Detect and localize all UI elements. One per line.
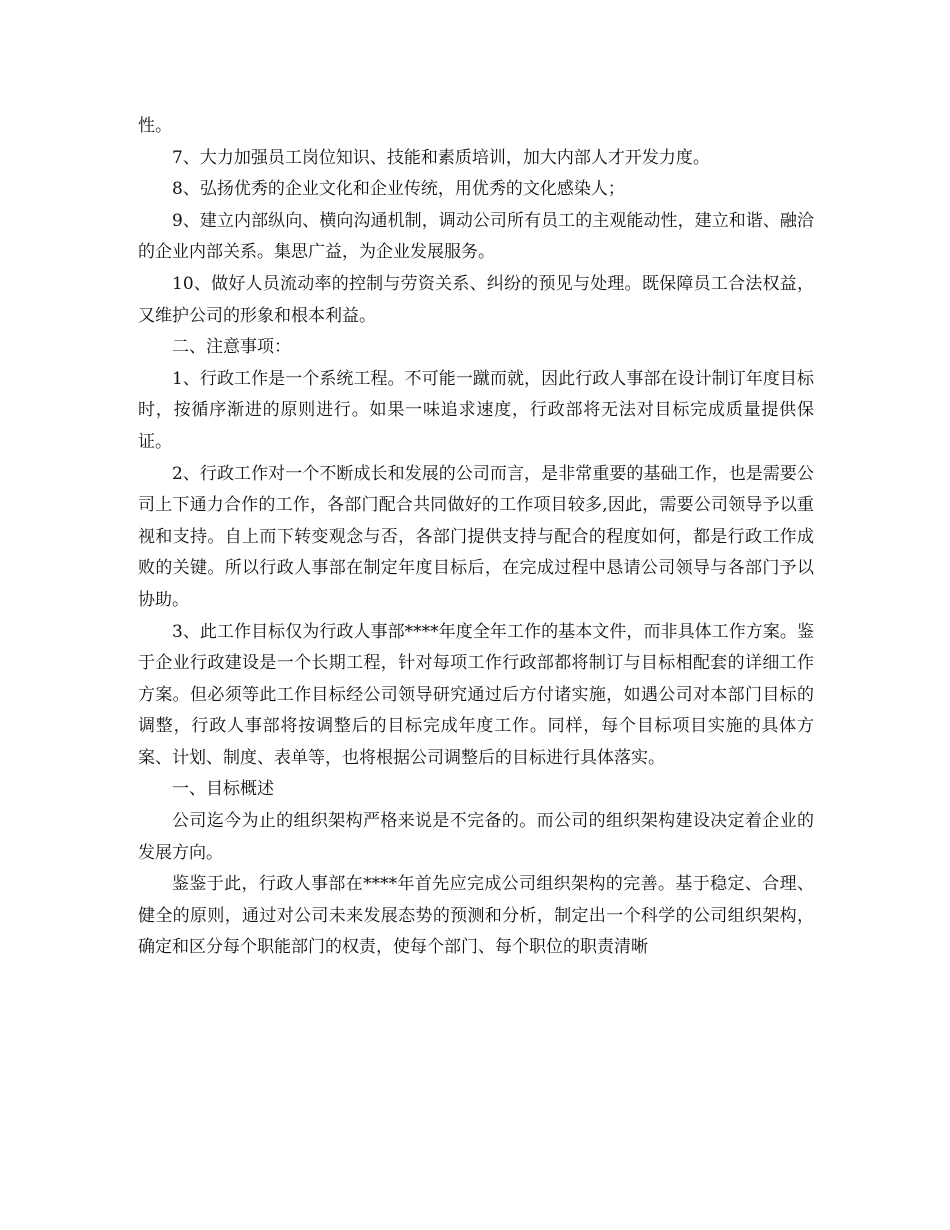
paragraph-item-7: 7、大力加强员工岗位知识、技能和素质培训，加大内部人才开发力度。 [172,147,710,168]
section-heading-notes: 二、注意事项： [172,337,291,358]
paragraph-continuation: 性。 [138,116,172,136]
paragraph-item-10: 10、做好人员流动率的控制与劳资关系、纠纷的预见与处理。既保障员工合法权益，又维护公司的形象和根本利益。 [138,273,814,326]
paragraph-note-1: 1、行政工作是一个系统工程。不可能一蹴而就，因此行政人事部在设计制订年度目标时，按循序渐进的原则进行。如果一味追求速度，行政部将无法对目标完成质量提供保证。 [138,368,814,452]
paragraph-note-3: 3、此工作目标仅为行政人事部****年度全年工作的基本文件，而非具体工作方案。鉴于企业行政建设是一个长期工程，针对每项工作行政部都将制订与目标相配套的详细工作方案。但必须等此工作目标经公司领导研究通过后方付诸实施，如遇公司对本部门目标的调整，行政人事部将按调整后的目标完成年度工作。同样，每个目标项目实施的具体方案、计划、制度、表单等，也将根据公司调整后的目标进行具体落实。 [138,621,814,768]
paragraph-overview-2: 鉴鉴于此，行政人事部在****年首先应完成公司组织架构的完善。基于稳定、合理、健全的原则，通过对公司未来发展态势的预测和分析，制定出一个科学的公司组织架构，确定和区分每个职能部门的权责，使每个部门、每个职位的职责清晰 [138,874,814,958]
section-heading-overview: 一、目标概述 [172,779,274,800]
paragraph-item-9: 9、建立内部纵向、横向沟通机制，调动公司所有员工的主观能动性，建立和谐、融洽的企业内部关系。集思广益，为企业发展服务。 [138,210,814,263]
paragraph-note-2: 2、行政工作对一个不断成长和发展的公司而言，是非常重要的基础工作，也是需要公司上下通力合作的工作，各部门配合共同做好的工作项目较多,因此，需要公司领导予以重视和支持。自上而下转变观念与否，各部门提供支持与配合的程度如何，都是行政工作成败的关键。所以行政人事部在制定年度目标后，在完成过程中恳请公司领导与各部门予以协助。 [138,463,814,610]
document-page [138,111,814,964]
paragraph-item-8: 8、弘扬优秀的企业文化和企业传统，用优秀的文化感染人； [172,179,625,200]
paragraph-overview-1: 公司迄今为止的组织架构严格来说是不完备的。而公司的组织架构建设决定着企业的发展方向。 [138,811,814,863]
